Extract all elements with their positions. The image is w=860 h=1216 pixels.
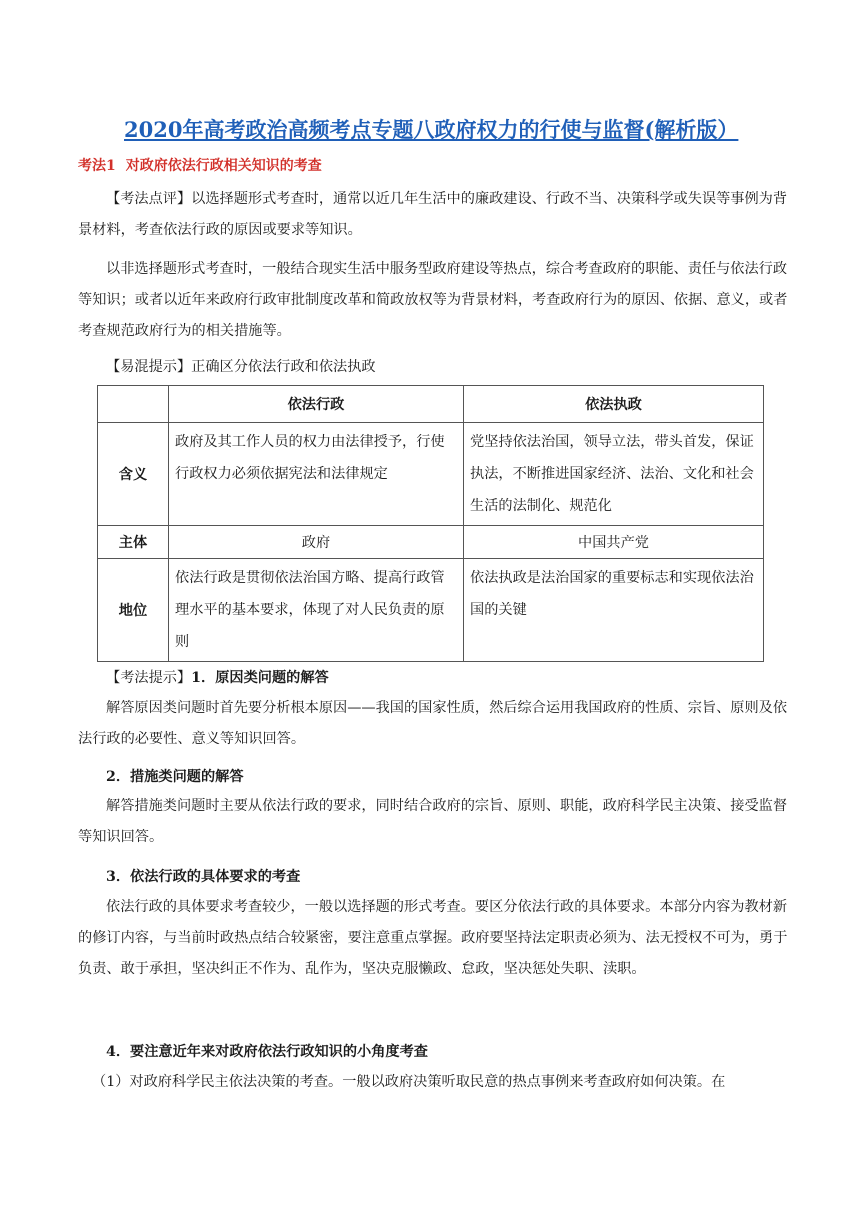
row-label: 地位: [98, 559, 169, 662]
document-title: 2020年高考政治高频考点专题八政府权力的行使与监督(解析版）: [124, 117, 739, 142]
tip2-body: 解答措施类问题时主要从依法行政的要求，同时结合政府的宗旨、原则、职能，政府科学民主决策、接受监督等知识回答。: [78, 798, 788, 845]
table-header-admin: 依法行政: [169, 386, 464, 423]
table-row: [98, 423, 764, 526]
table-cell: 中国共产党: [464, 526, 764, 559]
paragraph-exam-review: 【考法点评】以选择题形式考查时，通常以近几年生活中的廉政建设、行政不当、决策科学或失误等事例为背景材料，考查依法行政的原因或要求等知识。: [78, 191, 788, 238]
section-label: 考法1: [78, 158, 116, 174]
table-cell: 政府: [169, 526, 464, 559]
tip4-body: （1）对政府科学民主依法决策的考查。一般以政府决策听取民意的热点事例来考查政府如何决策。在: [92, 1074, 726, 1090]
row-label: 主体: [98, 526, 169, 559]
tip1-body: 解答原因类问题时首先要分析根本原因——我国的国家性质，然后综合运用我国政府的性质、宗旨、原则及依法行政的必要性、意义等知识回答。: [78, 700, 788, 747]
tip3-body: 依法行政的具体要求考查较少，一般以选择题的形式考查。要区分依法行政的具体要求。本部分内容为教材新的修订内容，与当前时政热点结合较紧密，要注意重点掌握。政府要坚持法定职责必须为、法无授权不可为，勇于负责、敢于承担，坚决纠正不作为、乱作为，坚决克服懒政、怠政，坚决惩处失职、渎职。: [78, 899, 788, 977]
tip-heading-1: [106, 667, 329, 687]
section-heading: [78, 155, 322, 175]
table-row: [98, 526, 764, 559]
tip-prefix: 【考法提示】: [106, 670, 192, 686]
table-cell: 依法执政是法治国家的重要标志和实现依法治国的关键: [464, 559, 764, 662]
tip1-title: 1．原因类问题的解答: [191, 670, 329, 686]
section-title: 对政府依法行政相关知识的考查: [125, 158, 322, 174]
table-header-row: [98, 386, 764, 423]
tip3-title: 3．依法行政的具体要求的考查: [106, 869, 301, 885]
tip4-title: 4．要注意近年来对政府依法行政知识的小角度考查: [106, 1044, 428, 1060]
table-cell: 政府及其工作人员的权力由法律授予，行使行政权力必须依据宪法和法律规定: [169, 423, 464, 526]
table-row: [98, 559, 764, 662]
confusion-tip: 【易混提示】正确区分依法行政和依法执政: [106, 359, 376, 375]
tip2-title: 2．措施类问题的解答: [106, 769, 244, 785]
table-header-empty: [98, 386, 169, 423]
table-header-govern: 依法执政: [464, 386, 764, 423]
table-cell: 依法行政是贯彻依法治国方略、提高行政管理水平的基本要求，体现了对人民负责的原则: [169, 559, 464, 662]
table-cell: 党坚持依法治国，领导立法，带头首发，保证执法，不断推进国家经济、法治、文化和社会生活的法制化、规范化: [464, 423, 764, 526]
comparison-table: [97, 385, 764, 662]
row-label: 含义: [98, 423, 169, 526]
paragraph-nonchoice: 以非选择题形式考查时，一般结合现实生活中服务型政府建设等热点，综合考查政府的职能、责任与依法行政等知识；或者以近年来政府行政审批制度改革和简政放权等为背景材料，考查政府行为的原因、依据、意义，或者考查规范政府行为的相关措施等。: [78, 261, 788, 339]
